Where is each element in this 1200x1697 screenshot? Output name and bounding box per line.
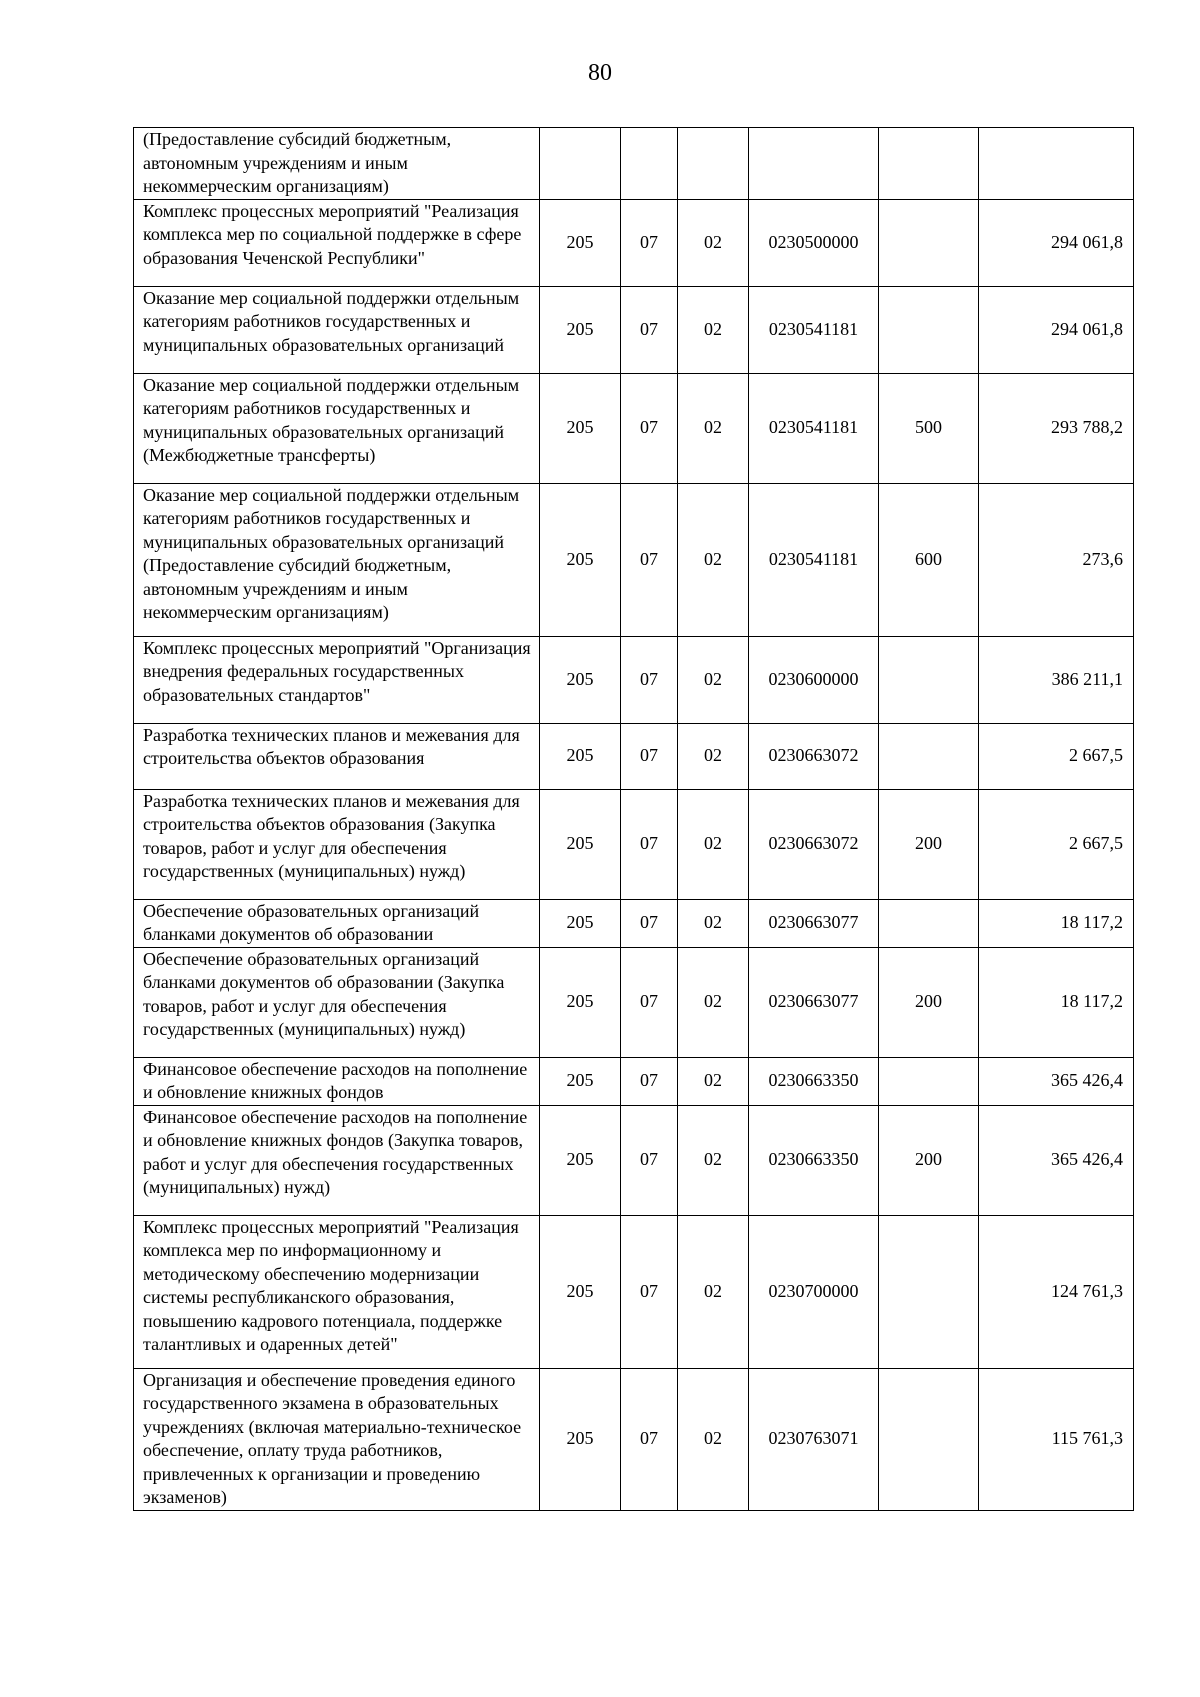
row-name: Финансовое обеспечение расходов на пополнение и обновление книжных фондов (Закупка товаров, работ и услуг для обеспечения государственных (муниципальных) нужд) <box>134 1105 540 1215</box>
row-name: (Предоставление субсидий бюджетным, автономным учреждениям и иным некоммерческим организациям) <box>134 128 540 200</box>
table-row <box>134 636 1134 723</box>
row-name: Комплекс процессных мероприятий "Реализация комплекса мер по информационному и методическому обеспечению модернизации системы республиканского образования, повышению кадрового потенциала, поддержке талантливых и одаренных детей" <box>134 1215 540 1368</box>
row-subsection-code: 02 <box>678 723 749 789</box>
budget-table-body <box>134 128 1134 1511</box>
row-expense-type-code: 200 <box>879 789 979 899</box>
row-subsection-code: 02 <box>678 199 749 286</box>
row-expense-type-code <box>879 1368 979 1510</box>
table-row <box>134 789 1134 899</box>
row-subsection-code: 02 <box>678 483 749 636</box>
row-target-code: 0230541181 <box>749 286 879 373</box>
row-section-code: 07 <box>621 636 678 723</box>
row-ministry-code: 205 <box>540 636 621 723</box>
row-subsection-code: 02 <box>678 899 749 947</box>
row-ministry-code: 205 <box>540 1057 621 1105</box>
row-target-code: 0230663072 <box>749 723 879 789</box>
row-expense-type-code <box>879 636 979 723</box>
table-row <box>134 199 1134 286</box>
row-section-code: 07 <box>621 286 678 373</box>
row-expense-type-code <box>879 899 979 947</box>
row-target-code: 0230541181 <box>749 373 879 483</box>
row-subsection-code: 02 <box>678 373 749 483</box>
row-ministry-code: 205 <box>540 1215 621 1368</box>
row-section-code: 07 <box>621 373 678 483</box>
row-name: Комплекс процессных мероприятий "Организация внедрения федеральных государственных образовательных стандартов" <box>134 636 540 723</box>
row-target-code: 0230763071 <box>749 1368 879 1510</box>
row-target-code: 0230600000 <box>749 636 879 723</box>
row-subsection-code: 02 <box>678 1057 749 1105</box>
row-ministry-code: 205 <box>540 899 621 947</box>
row-ministry-code: 205 <box>540 286 621 373</box>
row-amount: 124 761,3 <box>979 1215 1134 1368</box>
row-amount: 2 667,5 <box>979 723 1134 789</box>
row-expense-type-code <box>879 1215 979 1368</box>
row-subsection-code: 02 <box>678 1215 749 1368</box>
row-section-code: 07 <box>621 1215 678 1368</box>
table-row <box>134 483 1134 636</box>
row-ministry-code: 205 <box>540 483 621 636</box>
row-section-code: 07 <box>621 1105 678 1215</box>
row-ministry-code: 205 <box>540 1105 621 1215</box>
row-name: Оказание мер социальной поддержки отдельным категориям работников государственных и муниципальных образовательных организаций (Предоставление субсидий бюджетным, автономным учреждениям и иным некоммерческим организациям) <box>134 483 540 636</box>
row-section-code: 07 <box>621 947 678 1057</box>
row-amount: 293 788,2 <box>979 373 1134 483</box>
row-ministry-code: 205 <box>540 723 621 789</box>
row-amount: 294 061,8 <box>979 199 1134 286</box>
table-row <box>134 1215 1134 1368</box>
row-name: Разработка технических планов и межевания для строительства объектов образования <box>134 723 540 789</box>
table-row <box>134 286 1134 373</box>
row-expense-type-code <box>879 199 979 286</box>
row-target-code: 0230541181 <box>749 483 879 636</box>
row-target-code: 0230663077 <box>749 947 879 1057</box>
row-target-code: 0230500000 <box>749 199 879 286</box>
row-name: Комплекс процессных мероприятий "Реализация комплекса мер по социальной поддержке в сфере образования Чеченской Республики" <box>134 199 540 286</box>
row-expense-type-code <box>879 723 979 789</box>
row-name: Разработка технических планов и межевания для строительства объектов образования (Закупка товаров, работ и услуг для обеспечения государственных (муниципальных) нужд) <box>134 789 540 899</box>
row-subsection-code: 02 <box>678 286 749 373</box>
row-ministry-code: 205 <box>540 789 621 899</box>
row-expense-type-code: 200 <box>879 947 979 1057</box>
row-amount: 273,6 <box>979 483 1134 636</box>
row-section-code: 07 <box>621 1368 678 1510</box>
row-expense-type-code <box>879 286 979 373</box>
row-section-code: 07 <box>621 1057 678 1105</box>
table-row <box>134 1057 1134 1105</box>
row-amount: 115 761,3 <box>979 1368 1134 1510</box>
row-ministry-code: 205 <box>540 947 621 1057</box>
row-name: Оказание мер социальной поддержки отдельным категориям работников государственных и муниципальных образовательных организаций <box>134 286 540 373</box>
row-section-code: 07 <box>621 199 678 286</box>
row-ministry-code: 205 <box>540 1368 621 1510</box>
row-subsection-code: 02 <box>678 1368 749 1510</box>
table-row <box>134 128 1134 200</box>
row-section-code: 07 <box>621 789 678 899</box>
row-ministry-code <box>540 128 621 200</box>
row-target-code: 0230663077 <box>749 899 879 947</box>
table-row <box>134 1105 1134 1215</box>
page-number: 80 <box>588 60 612 86</box>
row-name: Обеспечение образовательных организаций бланками документов об образовании <box>134 899 540 947</box>
row-amount: 365 426,4 <box>979 1105 1134 1215</box>
row-section-code: 07 <box>621 899 678 947</box>
row-expense-type-code <box>879 128 979 200</box>
row-amount: 386 211,1 <box>979 636 1134 723</box>
row-expense-type-code: 500 <box>879 373 979 483</box>
row-amount: 18 117,2 <box>979 947 1134 1057</box>
row-target-code: 0230663350 <box>749 1057 879 1105</box>
row-target-code: 0230663350 <box>749 1105 879 1215</box>
row-subsection-code <box>678 128 749 200</box>
row-amount: 18 117,2 <box>979 899 1134 947</box>
row-section-code: 07 <box>621 723 678 789</box>
table-row <box>134 373 1134 483</box>
row-amount: 365 426,4 <box>979 1057 1134 1105</box>
table-row <box>134 947 1134 1057</box>
row-ministry-code: 205 <box>540 373 621 483</box>
row-name: Оказание мер социальной поддержки отдельным категориям работников государственных и муниципальных образовательных организаций (Межбюджетные трансферты) <box>134 373 540 483</box>
table-row <box>134 899 1134 947</box>
table-row <box>134 1368 1134 1510</box>
row-ministry-code: 205 <box>540 199 621 286</box>
row-subsection-code: 02 <box>678 636 749 723</box>
budget-table <box>133 127 1134 1511</box>
row-name: Обеспечение образовательных организаций бланками документов об образовании (Закупка товаров, работ и услуг для обеспечения государственных (муниципальных) нужд) <box>134 947 540 1057</box>
row-target-code: 0230663072 <box>749 789 879 899</box>
row-expense-type-code <box>879 1057 979 1105</box>
row-target-code <box>749 128 879 200</box>
row-expense-type-code: 600 <box>879 483 979 636</box>
row-amount: 294 061,8 <box>979 286 1134 373</box>
row-expense-type-code: 200 <box>879 1105 979 1215</box>
row-section-code <box>621 128 678 200</box>
row-amount <box>979 128 1134 200</box>
row-subsection-code: 02 <box>678 1105 749 1215</box>
table-row <box>134 723 1134 789</box>
row-subsection-code: 02 <box>678 947 749 1057</box>
row-subsection-code: 02 <box>678 789 749 899</box>
row-section-code: 07 <box>621 483 678 636</box>
row-target-code: 0230700000 <box>749 1215 879 1368</box>
row-amount: 2 667,5 <box>979 789 1134 899</box>
row-name: Финансовое обеспечение расходов на пополнение и обновление книжных фондов <box>134 1057 540 1105</box>
row-name: Организация и обеспечение проведения единого государственного экзамена в образовательных учреждениях (включая материально-техническое обеспечение, оплату труда работников, привлеченных к организации и проведению экзаменов) <box>134 1368 540 1510</box>
